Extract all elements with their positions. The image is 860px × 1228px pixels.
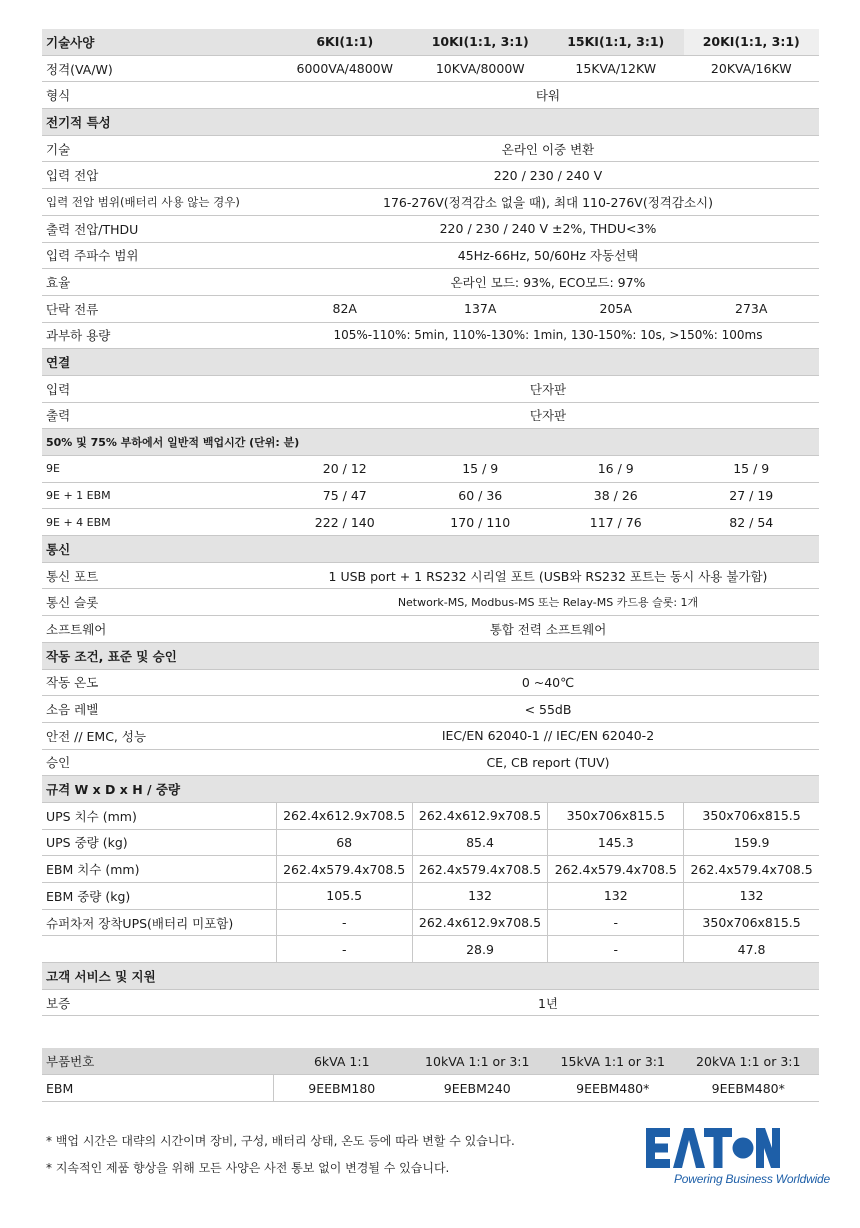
spec-row xyxy=(42,616,819,643)
backup-value: 16 / 9 xyxy=(597,461,634,477)
form-label: 형식 xyxy=(46,88,71,104)
spec-value: 273A xyxy=(735,301,768,317)
spec-row xyxy=(42,376,819,403)
spec-label: 과부하 용량 xyxy=(46,328,111,344)
spec-label: 출력 xyxy=(46,408,71,424)
dimension-value: 28.9 xyxy=(412,936,548,962)
spec-value: 105%-110%: 5min, 110%-130%: 1min, 130-150%: 10s, >150%: 100ms xyxy=(333,328,763,343)
model-6ki: 6KI(1:1) xyxy=(316,34,374,50)
backup-row xyxy=(42,456,819,483)
section-title: 50% 및 75% 부하에서 일반적 백업시간 (단위: 분) xyxy=(46,436,300,450)
dimension-label: 슈퍼차저 장착UPS(배터리 미포함) xyxy=(46,915,234,931)
spec-row xyxy=(42,243,819,270)
spec-label: 입력 xyxy=(46,381,71,397)
spec-value: CE, CB report (TUV) xyxy=(486,754,610,770)
spec-row xyxy=(42,670,819,697)
part-number: 9EEBM180 xyxy=(308,1080,376,1096)
backup-value: 82 / 54 xyxy=(729,514,774,530)
dimension-row xyxy=(42,936,819,963)
dimension-label: EBM 치수 (mm) xyxy=(46,862,140,878)
section-backup xyxy=(42,429,819,456)
spec-value: 0 ~40℃ xyxy=(521,674,575,690)
rating-value: 10KVA/8000W xyxy=(435,61,525,77)
parts-ebm-row xyxy=(42,1075,819,1102)
spec-value: 온라인 모드: 93%, ECO모드: 97% xyxy=(450,275,646,291)
spec-value: IEC/EN 62040-1 // IEC/EN 62040-2 xyxy=(441,728,655,744)
spec-row xyxy=(42,136,819,163)
dimension-value: 262.4x579.4x708.5 xyxy=(276,856,412,882)
part-number: 9EEBM480* xyxy=(711,1080,785,1096)
dimension-value: - xyxy=(276,936,412,962)
dimension-label: EBM 중량 (kg) xyxy=(46,888,131,904)
backup-row xyxy=(42,509,819,536)
backup-label: 9E + 1 EBM xyxy=(46,489,111,503)
form-row xyxy=(42,82,819,109)
spec-row xyxy=(42,563,819,590)
footnote: * 백업 시간은 대략의 시간이며 장비, 구성, 배터리 상태, 온도 등에 따라 변할 수 있습니다. xyxy=(46,1134,515,1148)
backup-value: 15 / 9 xyxy=(462,461,499,477)
spec-label: 소프트웨어 xyxy=(46,621,107,637)
dimension-row xyxy=(42,883,819,910)
section-title: 통신 xyxy=(46,541,71,557)
section-title: 고객 서비스 및 지원 xyxy=(46,968,156,984)
dimension-value: 105.5 xyxy=(276,883,412,909)
backup-value: 27 / 19 xyxy=(729,488,774,504)
spec-value: 82A xyxy=(332,301,357,317)
section-comm xyxy=(42,536,819,563)
dimension-label: UPS 중량 (kg) xyxy=(46,835,128,851)
parts-col: 15kVA 1:1 or 3:1 xyxy=(560,1053,665,1069)
backup-value: 20 / 12 xyxy=(322,461,367,477)
spec-header-label: 기술사양 xyxy=(46,34,95,50)
dimension-value: 262.4x612.9x708.5 xyxy=(276,803,412,829)
dimension-row xyxy=(42,803,819,830)
backup-value: 15 / 9 xyxy=(733,461,770,477)
dimension-value: 85.4 xyxy=(412,830,548,856)
spec-row xyxy=(42,162,819,189)
dimension-value: 145.3 xyxy=(547,830,683,856)
spec-row xyxy=(42,990,819,1017)
spec-value: 45Hz-66Hz, 50/60Hz 자동선택 xyxy=(457,248,639,264)
spec-label: 소음 레벨 xyxy=(46,702,99,718)
rating-value: 15KVA/12KW xyxy=(575,61,657,77)
rating-value: 20KVA/16KW xyxy=(710,61,792,77)
section-title: 작동 조건, 표준 및 승인 xyxy=(46,648,177,664)
backup-row xyxy=(42,483,819,510)
spec-value: 1 USB port + 1 RS232 시리얼 포트 (USB와 RS232 포트는 동시 사용 불가함) xyxy=(328,568,768,584)
dimension-value: 262.4x579.4x708.5 xyxy=(547,856,683,882)
section-connection xyxy=(42,349,819,376)
dimension-value: 262.4x579.4x708.5 xyxy=(412,856,548,882)
spec-label: 입력 주파수 범위 xyxy=(46,248,139,264)
backup-value: 117 / 76 xyxy=(589,514,642,530)
dimension-value: 132 xyxy=(412,883,548,909)
spec-label: 입력 전압 xyxy=(46,168,99,184)
dimension-value: 132 xyxy=(683,883,819,909)
part-number: 9EEBM240 xyxy=(443,1080,511,1096)
rating-row xyxy=(42,56,819,83)
dimension-value: 262.4x612.9x708.5 xyxy=(412,803,548,829)
spec-label: 출력 전압/THDU xyxy=(46,221,139,237)
dimension-row xyxy=(42,830,819,857)
dimension-value: 132 xyxy=(547,883,683,909)
spec-label: 입력 전압 범위(배터리 사용 않는 경우) xyxy=(46,194,240,209)
spec-label: 보증 xyxy=(46,995,71,1011)
dimension-value: - xyxy=(276,910,412,936)
backup-value: 38 / 26 xyxy=(593,488,638,504)
spec-value: 단자판 xyxy=(529,381,567,397)
spec-row xyxy=(42,216,819,243)
footnote: * 지속적인 제품 향상을 위해 모든 사양은 사전 통보 없이 변경될 수 있습니다. xyxy=(46,1161,450,1175)
spec-label: 기술 xyxy=(46,141,71,157)
spec-row xyxy=(42,296,819,323)
spec-value: 220 / 230 / 240 V ±2%, THDU<3% xyxy=(439,221,657,237)
spec-row xyxy=(42,403,819,430)
eaton-wordmark-icon xyxy=(646,1128,780,1168)
spec-value: 205A xyxy=(599,301,632,317)
parts-table xyxy=(42,1048,819,1102)
spec-table xyxy=(42,29,819,1016)
backup-value: 75 / 47 xyxy=(322,488,367,504)
section-dimensions xyxy=(42,776,819,803)
dimension-value: 262.4x612.9x708.5 xyxy=(412,910,548,936)
spec-row xyxy=(42,323,819,350)
dimension-row xyxy=(42,856,819,883)
spec-value: 137A xyxy=(464,301,497,317)
spec-value: 온라인 이중 변환 xyxy=(501,141,595,157)
dimension-row xyxy=(42,910,819,937)
section-title: 규격 W x D x H / 중량 xyxy=(46,782,181,798)
spec-value: 단자판 xyxy=(529,408,567,424)
spec-row xyxy=(42,750,819,777)
parts-col: 6kVA 1:1 xyxy=(313,1053,370,1069)
spec-row xyxy=(42,189,819,216)
spec-label: 통신 포트 xyxy=(46,568,99,584)
dimension-value: - xyxy=(547,910,683,936)
parts-col: 20kVA 1:1 or 3:1 xyxy=(696,1053,801,1069)
spec-value: Network-MS, Modbus-MS 또는 Relay-MS 카드용 슬롯: 1개 xyxy=(397,596,699,610)
spec-label: 통신 슬롯 xyxy=(46,595,99,611)
parts-header-label: 부품번호 xyxy=(46,1054,95,1069)
spec-value: 1년 xyxy=(537,995,559,1011)
dimension-value: 350x706x815.5 xyxy=(547,803,683,829)
spec-value: < 55dB xyxy=(524,701,572,717)
section-operating xyxy=(42,643,819,670)
spec-header-row xyxy=(42,29,819,56)
spec-label: 안전 // EMC, 성능 xyxy=(46,728,147,744)
section-title: 전기적 특성 xyxy=(46,114,111,130)
spec-row xyxy=(42,589,819,616)
dimension-label: UPS 치수 (mm) xyxy=(46,808,137,824)
spec-value: 220 / 230 / 240 V xyxy=(493,167,603,183)
dimension-value: 350x706x815.5 xyxy=(683,803,819,829)
dimension-value: 47.8 xyxy=(683,936,819,962)
section-service xyxy=(42,963,819,990)
section-electrical xyxy=(42,109,819,136)
spec-label: 효율 xyxy=(46,275,71,291)
backup-value: 222 / 140 xyxy=(314,514,375,530)
dimension-value: 262.4x579.4x708.5 xyxy=(683,856,819,882)
dimension-value: - xyxy=(547,936,683,962)
spec-row xyxy=(42,723,819,750)
backup-value: 170 / 110 xyxy=(450,514,511,530)
part-number: 9EEBM480* xyxy=(576,1080,650,1096)
dimension-value: 159.9 xyxy=(683,830,819,856)
rating-value: 6000VA/4800W xyxy=(296,61,393,77)
model-20ki: 20KI(1:1, 3:1) xyxy=(684,29,820,55)
backup-label: 9E xyxy=(46,462,60,476)
spec-value: 통합 전력 소프트웨어 xyxy=(489,621,607,637)
model-15ki: 15KI(1:1, 3:1) xyxy=(567,34,665,50)
brand-tagline: Powering Business Worldwide xyxy=(674,1172,831,1186)
spec-label: 단락 전류 xyxy=(46,301,99,317)
rating-label: 정격(VA/W) xyxy=(46,61,113,77)
section-title: 연결 xyxy=(46,355,71,371)
eaton-logo xyxy=(646,1128,831,1192)
spec-label: 승인 xyxy=(46,755,71,771)
spec-row xyxy=(42,269,819,296)
backup-value: 60 / 36 xyxy=(458,488,503,504)
dimension-value: 68 xyxy=(276,830,412,856)
model-10ki: 10KI(1:1, 3:1) xyxy=(431,34,529,50)
form-value: 타워 xyxy=(535,88,561,104)
dimension-value: 350x706x815.5 xyxy=(683,910,819,936)
spec-row xyxy=(42,696,819,723)
spec-label: 작동 온도 xyxy=(46,675,99,691)
parts-header-row xyxy=(42,1048,819,1075)
parts-label: EBM xyxy=(42,1075,274,1101)
spec-value: 176-276V(정격감소 없을 때), 최대 110-276V(정격감소시) xyxy=(383,194,713,210)
parts-col: 10kVA 1:1 or 3:1 xyxy=(425,1053,530,1069)
backup-label: 9E + 4 EBM xyxy=(46,515,111,529)
